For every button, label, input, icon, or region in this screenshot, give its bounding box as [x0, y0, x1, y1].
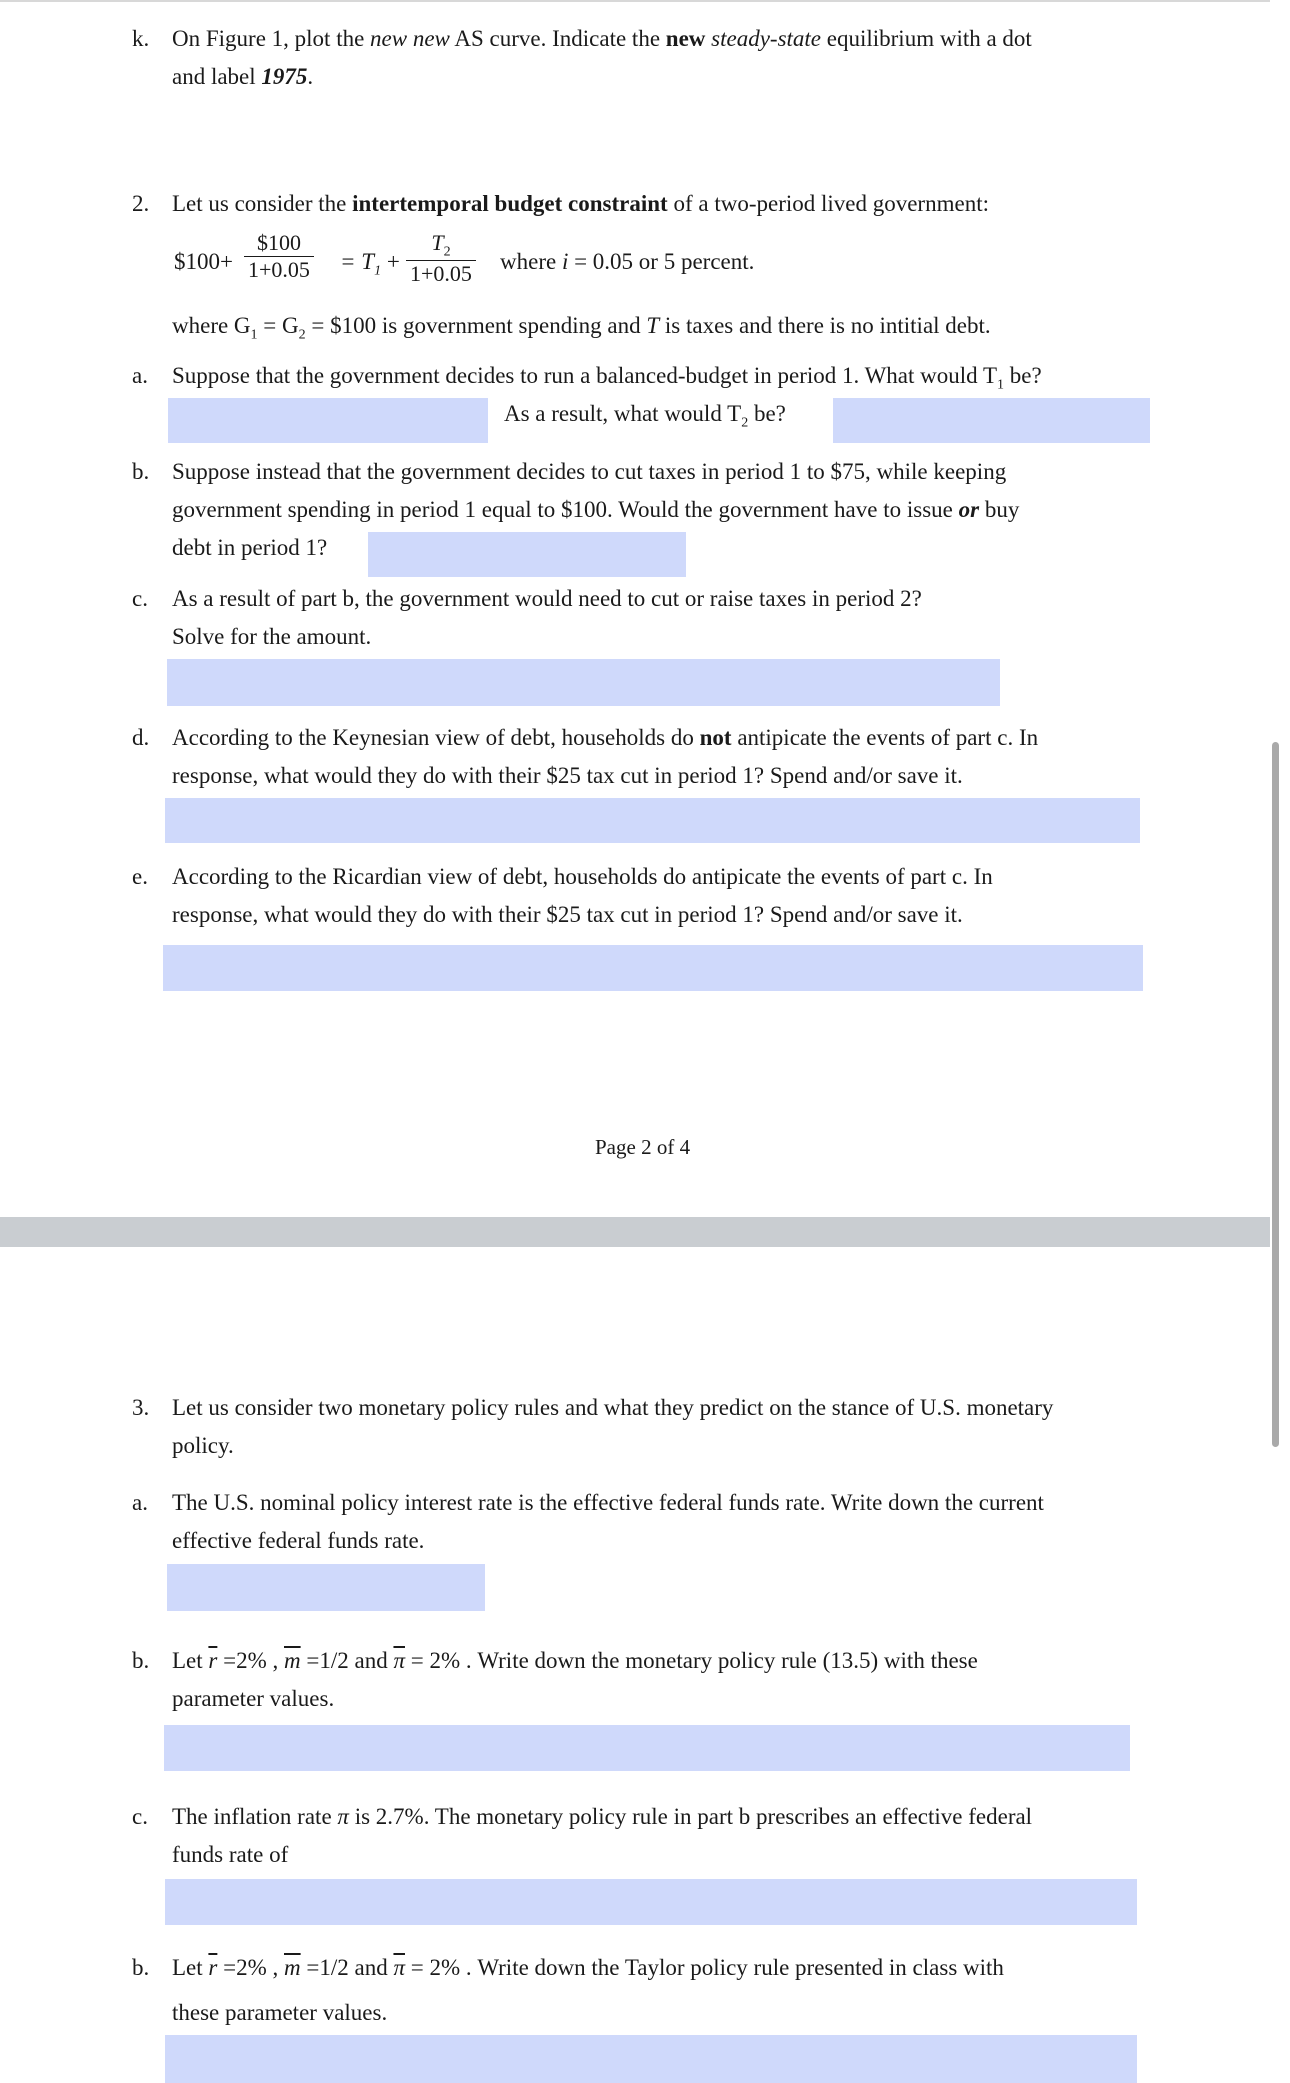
part-2c-marker: c. [132, 586, 148, 611]
equation-t1: = $T_1$ + [340, 249, 400, 279]
part-3a-line-2: effective federal funds rate. [172, 1528, 425, 1553]
answer-box-2b[interactable] [368, 532, 686, 577]
part-3b2-line-1: Let $\overline{r} =2\%$ , $\overline{m} =1/2$ and $\overline{\pi} = 2\%$ . Write down the Taylor policy rule presented in class with [172, 1955, 1004, 1980]
item-marker-k: k. [132, 26, 150, 51]
equation-fraction-2: $T_2$ 1+0.05 [406, 230, 476, 287]
part-2d-line-2: response, what would they do with their $25 tax cut in period 1? Spend and/or save it. [172, 763, 963, 788]
part-2c-line-1: As a result of part b, the government would need to cut or raise taxes in period 2? [172, 586, 922, 611]
part-2e-line-2: response, what would they do with their $25 tax cut in period 1? Spend and/or save it. [172, 902, 963, 927]
part-2c-line-2: Solve for the amount. [172, 624, 372, 649]
answer-box-3b2[interactable] [165, 2035, 1137, 2083]
question-2-intro: Let us consider the intertemporal budget constraint of a two-period lived government: [172, 191, 989, 216]
answer-box-2d[interactable] [165, 798, 1140, 843]
equation-fraction-1: $100 1+0.05 [244, 230, 314, 283]
part-2d-marker: d. [132, 725, 150, 750]
part-2e-marker: e. [132, 864, 148, 889]
part-3b2-line-2: these parameter values. [172, 2000, 388, 2025]
answer-box-2a-t2[interactable] [833, 398, 1150, 443]
answer-box-2e[interactable] [163, 945, 1143, 991]
answer-box-2a-t1[interactable] [168, 398, 488, 443]
question-2-number: 2. [132, 191, 150, 216]
item-k-line-2: and label 1975. [172, 64, 314, 89]
page-separator [0, 1217, 1277, 1247]
answer-box-3b[interactable] [164, 1725, 1130, 1771]
part-2a-marker: a. [132, 363, 148, 388]
part-2b-line-2: government spending in period 1 equal to $100. Would the government have to issue or buy [172, 497, 1020, 522]
part-3b-line-1: Let $\overline{r} =2\%$ , $\overline{m} =1/2$ and $\overline{\pi} = 2\%$ . Write down the monetary policy rule (13.5) with these [172, 1648, 978, 1673]
part-2d-line-1: According to the Keynesian view of debt, households do not antipicate the events of part c. In [172, 725, 1039, 750]
part-3a-marker: a. [132, 1490, 148, 1515]
part-2e-line-1: According to the Ricardian view of debt, households do antipicate the events of part c. In [172, 864, 993, 889]
part-3b2-marker: b. [132, 1955, 150, 1980]
part-3c-marker: c. [132, 1804, 148, 1829]
part-2b-marker: b. [132, 459, 150, 484]
page-number: Page 2 of 4 [595, 1135, 691, 1159]
answer-box-2c[interactable] [167, 659, 1000, 706]
top-border [0, 0, 1277, 2]
part-2b-line-3: debt in period 1? [172, 535, 328, 560]
question-2-assumptions: where $G_1 = G_2$ = $100 is government spending and T is taxes and there is no intitial debt. [172, 313, 991, 343]
equation-lead: $100+ [174, 249, 233, 274]
part-3c-line-2: funds rate of [172, 1842, 289, 1867]
part-2b-line-1: Suppose instead that the government decides to cut taxes in period 1 to $75, while keeping [172, 459, 1007, 484]
question-3-number: 3. [132, 1395, 150, 1420]
part-3a-line-1: The U.S. nominal policy interest rate is the effective federal funds rate. Write down the current [172, 1490, 1044, 1515]
item-k-line-1: On Figure 1, plot the new new AS curve. Indicate the new steady-state equilibrium with a dot [172, 26, 1032, 51]
equation-interest: where i = 0.05 or 5 percent. [500, 249, 755, 274]
part-2a-question: Suppose that the government decides to run a balanced-budget in period 1. What would $T_1$ be? [172, 363, 1042, 393]
part-3b-marker: b. [132, 1648, 150, 1673]
question-3-intro-line-2: policy. [172, 1433, 234, 1458]
part-3b-line-2: parameter values. [172, 1686, 335, 1711]
answer-box-3c[interactable] [165, 1879, 1137, 1925]
part-2a-followup: As a result, what would $T_2$ be? [504, 401, 786, 431]
part-3c-line-1: The inflation rate π is 2.7%. The monetary policy rule in part b prescribes an effective federal [172, 1804, 1033, 1829]
question-3-intro-line-1: Let us consider two monetary policy rules and what they predict on the stance of U.S. monetary [172, 1395, 1054, 1420]
scrollbar-thumb[interactable] [1272, 742, 1279, 1447]
answer-box-3a[interactable] [167, 1564, 485, 1611]
